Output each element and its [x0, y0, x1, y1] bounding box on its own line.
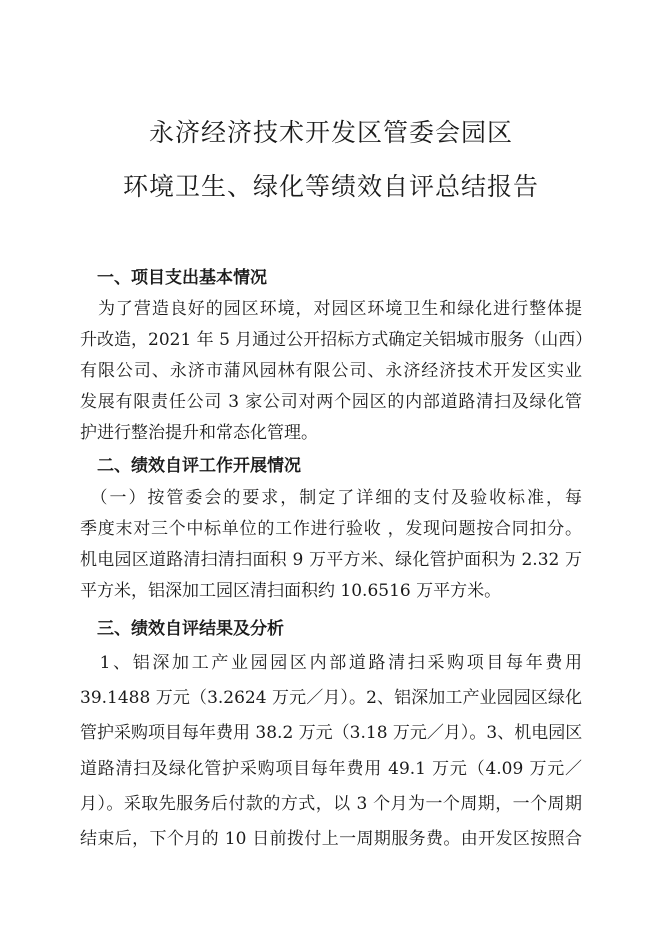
section-heading-3: 三、绩效自评结果及分析 — [80, 619, 284, 639]
paragraph-line: （一）按管委会的要求，制定了详细的支付及验收标准，每 — [80, 488, 582, 508]
paragraph-line: 平方米，铝深加工园区清扫面积约 10.6516 万平方米。 — [80, 581, 502, 601]
paragraph-line: 机电园区道路清扫清扫面积 9 万平方米、绿化管护面积为 2.32 万 — [80, 550, 582, 570]
title-line-1: 永济经济技术开发区管委会园区 — [148, 118, 513, 147]
paragraph-line: 护进行整治提升和常态化管理。 — [80, 423, 318, 443]
section-heading-1: 一、项目支出基本情况 — [80, 268, 267, 288]
paragraph-line: 升改造，2021 年 5 月通过公开招标方式确定关铝城市服务（山西） — [80, 330, 593, 350]
section-heading-2: 二、绩效自评工作开展情况 — [80, 456, 301, 476]
paragraph-line: 结束后，下个月的 10 日前拨付上一周期服务费。由开发区按照合 — [80, 829, 582, 849]
paragraph-line: 管护采购项目每年费用 38.2 万元（3.18 万元／月）。3、机电园区 — [80, 723, 583, 743]
title-line-2: 环境卫生、绿化等绩效自评总结报告 — [122, 172, 539, 201]
paragraph-line: 发展有限责任公司 3 家公司对两个园区的内部道路清扫及绿化管 — [80, 392, 582, 412]
paragraph-line: 道路清扫及绿化管护采购项目每年费用 49.1 万元（4.09 万元／ — [80, 759, 582, 779]
paragraph-line: 39.1488 万元（3.2624 万元／月）。2、铝深加工产业园园区绿化 — [80, 688, 582, 708]
paragraph-line: 有限公司、永济市蒲风园林有限公司、永济经济技术开发区实业 — [80, 361, 582, 381]
paragraph-line: 季度末对三个中标单位的工作进行验收 ，发现问题按合同扣分。 — [80, 519, 582, 539]
paragraph-line: 为了营造良好的园区环境，对园区环境卫生和绿化进行整体提 — [80, 299, 582, 319]
paragraph-line: 月）。采取先服务后付款的方式，以 3 个月为一个周期，一个周期 — [80, 794, 582, 814]
paragraph-line: 1、铝深加工产业园园区内部道路清扫采购项目每年费用 — [80, 653, 582, 673]
